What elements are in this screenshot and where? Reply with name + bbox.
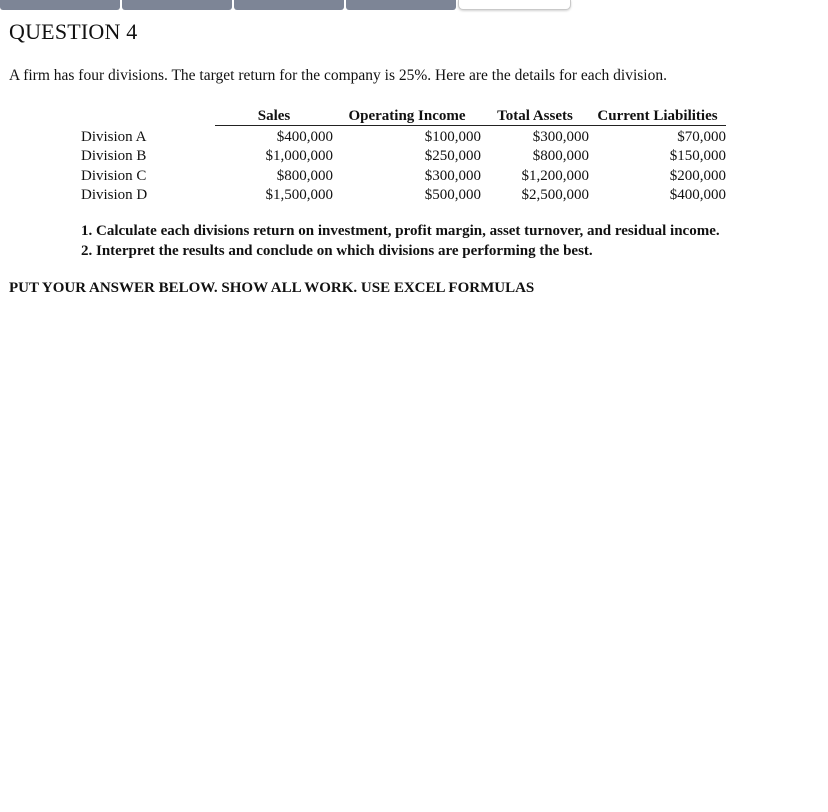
operating-income-value: $300,000 <box>424 167 481 184</box>
division-name: Division A <box>81 128 147 145</box>
divisions-table <box>78 104 726 204</box>
header-blank <box>78 104 215 126</box>
sheet-tab-active[interactable] <box>458 0 571 10</box>
answer-instruction: PUT YOUR ANSWER BELOW. SHOW ALL WORK. USE EXCEL FORMULAS <box>9 280 535 296</box>
total-assets-value: $2,500,000 <box>521 187 589 203</box>
operating-income-value: $250,000 <box>424 148 481 164</box>
task-list <box>81 222 720 261</box>
table-row <box>78 146 726 166</box>
current-liabilities-value: $70,000 <box>677 128 726 145</box>
header-operating-income: Operating Income <box>333 104 481 126</box>
task-item: 2. Interpret the results and conclude on which divisions are performing the best. <box>81 242 593 259</box>
sheet-tab-4[interactable] <box>346 0 456 10</box>
sales-value: $400,000 <box>276 128 333 145</box>
sheet-tab-2[interactable] <box>122 0 232 10</box>
current-liabilities-value: $200,000 <box>669 167 726 184</box>
current-liabilities-value: $150,000 <box>669 148 726 164</box>
sales-value: $800,000 <box>276 167 333 184</box>
total-assets-value: $300,000 <box>532 128 589 145</box>
current-liabilities-value: $400,000 <box>669 187 726 203</box>
operating-income-value: $100,000 <box>424 128 481 145</box>
table-row <box>78 185 726 205</box>
question-intro: A firm has four divisions. The target return for the company is 25%. Here are the details for each division. <box>9 67 667 84</box>
sheet-tab-1[interactable] <box>0 0 120 10</box>
division-name: Division C <box>81 167 147 184</box>
total-assets-value: $1,200,000 <box>521 167 589 184</box>
table-row <box>78 126 726 146</box>
question-title: QUESTION 4 <box>9 19 138 44</box>
header-current-liabilities: Current Liabilities <box>589 104 726 126</box>
sales-value: $1,500,000 <box>265 187 333 203</box>
task-item: 1. Calculate each divisions return on investment, profit margin, asset turnover, and residual income. <box>81 223 720 239</box>
sheet-tab-3[interactable] <box>234 0 344 10</box>
header-total-assets: Total Assets <box>481 104 589 126</box>
sales-value: $1,000,000 <box>265 148 333 164</box>
header-sales: Sales <box>215 104 333 126</box>
division-name: Division D <box>81 187 148 203</box>
table-row <box>78 165 726 185</box>
division-name: Division B <box>81 148 147 164</box>
table-header-row <box>78 104 726 126</box>
total-assets-value: $800,000 <box>532 148 589 164</box>
operating-income-value: $500,000 <box>424 187 481 203</box>
